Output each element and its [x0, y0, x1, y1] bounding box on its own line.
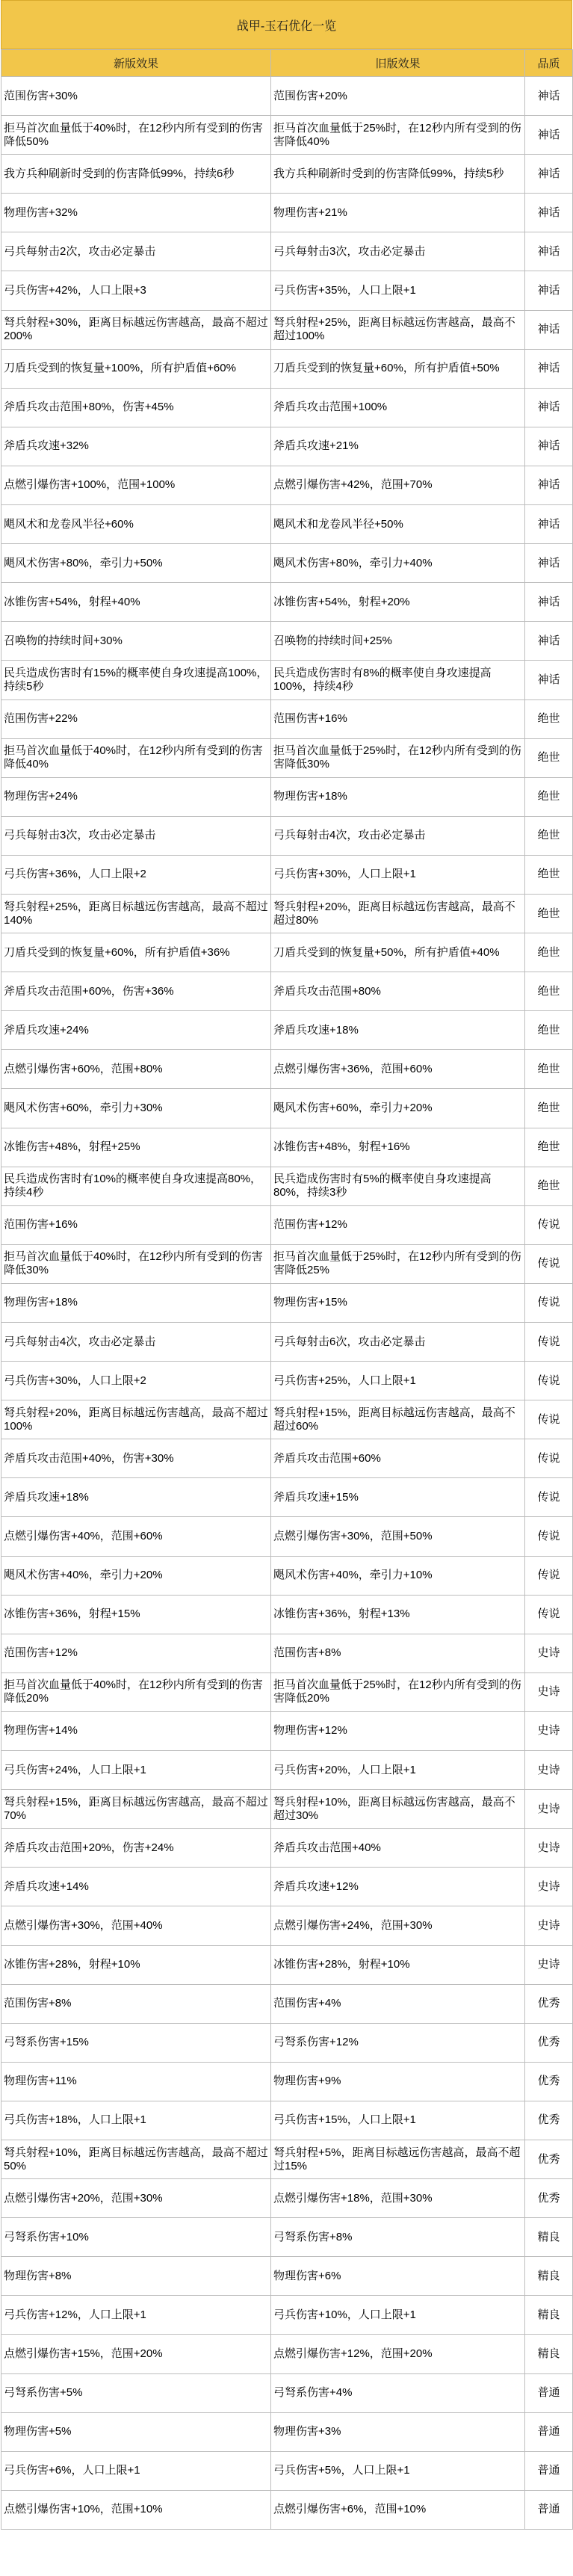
old-effect-cell: 物理伤害+6% [271, 2257, 525, 2296]
quality-cell: 神话 [525, 388, 573, 427]
old-effect-cell: 弩兵射程+20%，距离目标越远伤害越高，最高不超过80% [271, 894, 525, 933]
old-effect-cell: 点燃引爆伤害+30%，范围+50% [271, 1517, 525, 1556]
new-effect-cell: 弓兵每射击3次，攻击必定暴击 [1, 816, 271, 855]
table-row [1, 1205, 573, 1244]
old-effect-cell: 民兵造成伤害时有8%的概率使自身攻速提高100%，持续4秒 [271, 661, 525, 699]
new-effect-cell: 民兵造成伤害时有15%的概率使自身攻速提高100%，持续5秒 [1, 661, 271, 699]
old-effect-cell: 点燃引爆伤害+12%，范围+20% [271, 2335, 525, 2373]
quality-cell: 绝世 [525, 1011, 573, 1050]
quality-cell: 传说 [525, 1595, 573, 1634]
quality-cell: 绝世 [525, 855, 573, 894]
quality-cell: 精良 [525, 2218, 573, 2257]
new-effect-cell: 冰锥伤害+54%，射程+40% [1, 583, 271, 622]
quality-cell: 史诗 [525, 1790, 573, 1829]
quality-cell: 绝世 [525, 777, 573, 816]
table-row [1, 194, 573, 232]
quality-cell: 传说 [525, 1517, 573, 1556]
table-row [1, 1790, 573, 1829]
table-row [1, 777, 573, 816]
table-row [1, 2257, 573, 2296]
new-effect-cell: 飓风术伤害+80%，牵引力+50% [1, 544, 271, 583]
new-effect-cell: 飓风术伤害+40%，牵引力+20% [1, 1556, 271, 1595]
new-effect-cell: 范围伤害+22% [1, 699, 271, 738]
quality-cell: 优秀 [525, 2179, 573, 2218]
table-row [1, 2023, 573, 2062]
quality-cell: 绝世 [525, 738, 573, 777]
new-effect-cell: 点燃引爆伤害+30%，范围+40% [1, 1906, 271, 1945]
new-effect-cell: 范围伤害+16% [1, 1205, 271, 1244]
old-effect-cell: 范围伤害+4% [271, 1984, 525, 2023]
table-row [1, 427, 573, 466]
new-effect-cell: 弓兵伤害+6%，人口上限+1 [1, 2451, 271, 2490]
old-effect-cell: 弩兵射程+5%，距离目标越远伤害越高，最高不超过15% [271, 2140, 525, 2178]
table-row [1, 1868, 573, 1906]
old-effect-cell: 弓兵伤害+5%，人口上限+1 [271, 2451, 525, 2490]
quality-cell: 传说 [525, 1439, 573, 1478]
new-effect-cell: 物理伤害+24% [1, 777, 271, 816]
new-effect-cell: 弓兵每射击2次，攻击必定暴击 [1, 232, 271, 271]
old-effect-cell: 拒马首次血量低于25%时，在12秒内所有受到的伤害降低40% [271, 116, 525, 155]
table-row [1, 699, 573, 738]
new-effect-cell: 弓兵伤害+36%，人口上限+2 [1, 855, 271, 894]
quality-cell: 绝世 [525, 933, 573, 972]
document [1, 0, 572, 2530]
table-row [1, 1089, 573, 1128]
old-effect-cell: 点燃引爆伤害+42%，范围+70% [271, 466, 525, 504]
quality-cell: 神话 [525, 544, 573, 583]
table-row [1, 2451, 573, 2490]
new-effect-cell: 召唤物的持续时间+30% [1, 622, 271, 661]
old-effect-cell: 点燃引爆伤害+6%，范围+10% [271, 2490, 525, 2529]
table-row [1, 1984, 573, 2023]
table-header-row [1, 50, 573, 77]
new-effect-cell: 弓弩系伤害+5% [1, 2373, 271, 2412]
quality-cell: 传说 [525, 1283, 573, 1322]
quality-cell: 神话 [525, 155, 573, 194]
table-row [1, 1517, 573, 1556]
new-effect-cell: 物理伤害+11% [1, 2062, 271, 2101]
old-effect-cell: 弓弩系伤害+4% [271, 2373, 525, 2412]
quality-cell: 优秀 [525, 2062, 573, 2101]
old-effect-cell: 民兵造成伤害时有5%的概率使自身攻速提高80%，持续3秒 [271, 1167, 525, 1205]
old-effect-cell: 弓兵伤害+20%，人口上限+1 [271, 1751, 525, 1790]
table-row [1, 77, 573, 116]
new-effect-cell: 物理伤害+14% [1, 1711, 271, 1750]
table-row [1, 2140, 573, 2178]
old-effect-cell: 我方兵种刷新时受到的伤害降低99%，持续5秒 [271, 155, 525, 194]
quality-cell: 传说 [525, 1244, 573, 1283]
quality-cell: 神话 [525, 77, 573, 116]
old-effect-cell: 弓兵伤害+15%，人口上限+1 [271, 2101, 525, 2140]
old-effect-cell: 斧盾兵攻速+15% [271, 1478, 525, 1517]
new-effect-cell: 民兵造成伤害时有10%的概率使自身攻速提高80%，持续4秒 [1, 1167, 271, 1205]
table-row [1, 310, 573, 349]
new-effect-cell: 拒马首次血量低于40%时，在12秒内所有受到的伤害降低50% [1, 116, 271, 155]
quality-cell: 绝世 [525, 1167, 573, 1205]
table-row [1, 1556, 573, 1595]
table-row [1, 505, 573, 544]
quality-cell: 绝世 [525, 972, 573, 1011]
new-effect-cell: 物理伤害+32% [1, 194, 271, 232]
new-effect-cell: 弓兵伤害+30%，人口上限+2 [1, 1362, 271, 1400]
quality-cell: 神话 [525, 505, 573, 544]
quality-cell: 传说 [525, 1323, 573, 1362]
new-effect-cell: 点燃引爆伤害+15%，范围+20% [1, 2335, 271, 2373]
new-effect-cell: 弓弩系伤害+10% [1, 2218, 271, 2257]
old-effect-cell: 物理伤害+15% [271, 1283, 525, 1322]
table-row [1, 2490, 573, 2529]
table-row [1, 349, 573, 388]
quality-cell: 传说 [525, 1556, 573, 1595]
table-row [1, 1439, 573, 1478]
quality-cell: 神话 [525, 622, 573, 661]
quality-cell: 史诗 [525, 1672, 573, 1711]
table-row [1, 155, 573, 194]
table-row [1, 1751, 573, 1790]
new-effect-cell: 斧盾兵攻击范围+40%，伤害+30% [1, 1439, 271, 1478]
new-effect-cell: 弓兵伤害+18%，人口上限+1 [1, 2101, 271, 2140]
table-row [1, 232, 573, 271]
new-effect-cell: 弓兵伤害+12%，人口上限+1 [1, 2296, 271, 2335]
new-effect-cell: 飓风术伤害+60%，牵引力+30% [1, 1089, 271, 1128]
table-row [1, 2179, 573, 2218]
old-effect-cell: 弓兵伤害+25%，人口上限+1 [271, 1362, 525, 1400]
table-row [1, 1829, 573, 1868]
old-effect-cell: 刀盾兵受到的恢复量+50%，所有护盾值+40% [271, 933, 525, 972]
quality-cell: 神话 [525, 661, 573, 699]
table-row [1, 271, 573, 310]
quality-cell: 优秀 [525, 1984, 573, 2023]
table-row [1, 1595, 573, 1634]
table-row [1, 2373, 573, 2412]
old-effect-cell: 拒马首次血量低于25%时，在12秒内所有受到的伤害降低20% [271, 1672, 525, 1711]
comparison-table [1, 49, 573, 2530]
table-row [1, 2296, 573, 2335]
table-row [1, 1244, 573, 1283]
quality-cell: 传说 [525, 1362, 573, 1400]
table-row [1, 1945, 573, 1984]
quality-cell: 普通 [525, 2373, 573, 2412]
table-row [1, 1672, 573, 1711]
table-row [1, 388, 573, 427]
quality-cell: 精良 [525, 2257, 573, 2296]
new-effect-cell: 点燃引爆伤害+60%，范围+80% [1, 1050, 271, 1089]
table-row [1, 1634, 573, 1672]
quality-cell: 神话 [525, 427, 573, 466]
new-effect-cell: 斧盾兵攻速+32% [1, 427, 271, 466]
old-effect-cell: 范围伤害+8% [271, 1634, 525, 1672]
new-effect-cell: 冰锥伤害+28%，射程+10% [1, 1945, 271, 1984]
table-row [1, 116, 573, 155]
old-effect-cell: 弓兵每射击3次，攻击必定暴击 [271, 232, 525, 271]
old-effect-cell: 冰锥伤害+48%，射程+16% [271, 1128, 525, 1167]
old-effect-cell: 弓兵伤害+10%，人口上限+1 [271, 2296, 525, 2335]
old-effect-cell: 飓风术伤害+40%，牵引力+10% [271, 1556, 525, 1595]
table-row [1, 1711, 573, 1750]
quality-cell: 绝世 [525, 894, 573, 933]
old-effect-cell: 弓弩系伤害+8% [271, 2218, 525, 2257]
quality-cell: 史诗 [525, 1711, 573, 1750]
quality-cell: 神话 [525, 310, 573, 349]
quality-cell: 传说 [525, 1400, 573, 1439]
old-effect-cell: 拒马首次血量低于25%时，在12秒内所有受到的伤害降低30% [271, 738, 525, 777]
new-effect-cell: 点燃引爆伤害+100%，范围+100% [1, 466, 271, 504]
quality-cell: 传说 [525, 1205, 573, 1244]
quality-cell: 优秀 [525, 2101, 573, 2140]
table-row [1, 855, 573, 894]
old-effect-cell: 飓风术伤害+80%，牵引力+40% [271, 544, 525, 583]
quality-cell: 史诗 [525, 1868, 573, 1906]
table-row [1, 816, 573, 855]
new-effect-cell: 拒马首次血量低于40%时，在12秒内所有受到的伤害降低30% [1, 1244, 271, 1283]
quality-cell: 神话 [525, 271, 573, 310]
quality-cell: 神话 [525, 116, 573, 155]
quality-cell: 精良 [525, 2335, 573, 2373]
old-effect-cell: 冰锥伤害+28%，射程+10% [271, 1945, 525, 1984]
table-row [1, 1128, 573, 1167]
quality-cell: 普通 [525, 2451, 573, 2490]
table-row [1, 1478, 573, 1517]
old-effect-cell: 物理伤害+18% [271, 777, 525, 816]
quality-cell: 史诗 [525, 1906, 573, 1945]
new-effect-cell: 刀盾兵受到的恢复量+60%，所有护盾值+36% [1, 933, 271, 972]
new-effect-cell: 物理伤害+18% [1, 1283, 271, 1322]
old-effect-cell: 范围伤害+16% [271, 699, 525, 738]
old-effect-cell: 物理伤害+9% [271, 2062, 525, 2101]
old-effect-cell: 弩兵射程+10%，距离目标越远伤害越高，最高不超过30% [271, 1790, 525, 1829]
old-effect-cell: 范围伤害+20% [271, 77, 525, 116]
table-row [1, 544, 573, 583]
old-effect-cell: 弩兵射程+25%，距离目标越远伤害越高，最高不超过100% [271, 310, 525, 349]
table-row [1, 466, 573, 504]
quality-cell: 神话 [525, 194, 573, 232]
quality-cell: 普通 [525, 2412, 573, 2451]
old-effect-cell: 物理伤害+3% [271, 2412, 525, 2451]
new-effect-cell: 斧盾兵攻速+18% [1, 1478, 271, 1517]
quality-cell: 优秀 [525, 2140, 573, 2178]
old-effect-cell: 弓兵每射击4次，攻击必定暴击 [271, 816, 525, 855]
table-row [1, 622, 573, 661]
quality-cell: 绝世 [525, 1050, 573, 1089]
quality-cell: 绝世 [525, 699, 573, 738]
table-row [1, 1283, 573, 1322]
old-effect-cell: 斧盾兵攻击范围+40% [271, 1829, 525, 1868]
table-row [1, 1167, 573, 1205]
new-effect-cell: 点燃引爆伤害+20%，范围+30% [1, 2179, 271, 2218]
table-row [1, 1050, 573, 1089]
old-effect-cell: 弓兵每射击6次，攻击必定暴击 [271, 1323, 525, 1362]
table-row [1, 933, 573, 972]
table-row [1, 1362, 573, 1400]
header-old-effect: 旧版效果 [271, 50, 525, 77]
table-row [1, 2218, 573, 2257]
table-row [1, 894, 573, 933]
table-row [1, 2062, 573, 2101]
table-row [1, 1400, 573, 1439]
quality-cell: 神话 [525, 232, 573, 271]
new-effect-cell: 飓风术和龙卷风半径+60% [1, 505, 271, 544]
new-effect-cell: 点燃引爆伤害+40%，范围+60% [1, 1517, 271, 1556]
quality-cell: 史诗 [525, 1829, 573, 1868]
old-effect-cell: 弓弩系伤害+12% [271, 2023, 525, 2062]
new-effect-cell: 弓弩系伤害+15% [1, 2023, 271, 2062]
page-title: 战甲-玉石优化一览 [1, 0, 572, 49]
table-row [1, 1906, 573, 1945]
table-row [1, 1011, 573, 1050]
table-row [1, 738, 573, 777]
table-row [1, 1323, 573, 1362]
quality-cell: 神话 [525, 349, 573, 388]
new-effect-cell: 冰锥伤害+48%，射程+25% [1, 1128, 271, 1167]
quality-cell: 普通 [525, 2490, 573, 2529]
old-effect-cell: 斧盾兵攻速+21% [271, 427, 525, 466]
old-effect-cell: 斧盾兵攻速+18% [271, 1011, 525, 1050]
new-effect-cell: 弩兵射程+25%，距离目标越远伤害越高，最高不超过140% [1, 894, 271, 933]
new-effect-cell: 斧盾兵攻速+14% [1, 1868, 271, 1906]
new-effect-cell: 冰锥伤害+36%，射程+15% [1, 1595, 271, 1634]
old-effect-cell: 飓风术和龙卷风半径+50% [271, 505, 525, 544]
old-effect-cell: 刀盾兵受到的恢复量+60%，所有护盾值+50% [271, 349, 525, 388]
table-body [1, 77, 573, 2530]
new-effect-cell: 斧盾兵攻击范围+20%，伤害+24% [1, 1829, 271, 1868]
header-new-effect: 新版效果 [1, 50, 271, 77]
quality-cell: 传说 [525, 1478, 573, 1517]
old-effect-cell: 物理伤害+21% [271, 194, 525, 232]
quality-cell: 绝世 [525, 816, 573, 855]
new-effect-cell: 拒马首次血量低于40%时，在12秒内所有受到的伤害降低20% [1, 1672, 271, 1711]
old-effect-cell: 拒马首次血量低于25%时，在12秒内所有受到的伤害降低25% [271, 1244, 525, 1283]
old-effect-cell: 斧盾兵攻击范围+60% [271, 1439, 525, 1478]
quality-cell: 绝世 [525, 1089, 573, 1128]
new-effect-cell: 范围伤害+30% [1, 77, 271, 116]
new-effect-cell: 范围伤害+8% [1, 1984, 271, 2023]
table-row [1, 2412, 573, 2451]
new-effect-cell: 弩兵射程+10%，距离目标越远伤害越高，最高不超过50% [1, 2140, 271, 2178]
quality-cell: 优秀 [525, 2023, 573, 2062]
table-row [1, 2335, 573, 2373]
old-effect-cell: 斧盾兵攻速+12% [271, 1868, 525, 1906]
old-effect-cell: 弓兵伤害+35%，人口上限+1 [271, 271, 525, 310]
quality-cell: 精良 [525, 2296, 573, 2335]
old-effect-cell: 冰锥伤害+54%，射程+20% [271, 583, 525, 622]
table-row [1, 583, 573, 622]
old-effect-cell: 冰锥伤害+36%，射程+13% [271, 1595, 525, 1634]
old-effect-cell: 召唤物的持续时间+25% [271, 622, 525, 661]
table-row [1, 661, 573, 699]
new-effect-cell: 弓兵伤害+24%，人口上限+1 [1, 1751, 271, 1790]
table-row [1, 2101, 573, 2140]
new-effect-cell: 弩兵射程+20%，距离目标越远伤害越高，最高不超过100% [1, 1400, 271, 1439]
quality-cell: 神话 [525, 583, 573, 622]
new-effect-cell: 刀盾兵受到的恢复量+100%，所有护盾值+60% [1, 349, 271, 388]
old-effect-cell: 点燃引爆伤害+24%，范围+30% [271, 1906, 525, 1945]
quality-cell: 史诗 [525, 1634, 573, 1672]
table-row [1, 972, 573, 1011]
old-effect-cell: 范围伤害+12% [271, 1205, 525, 1244]
new-effect-cell: 拒马首次血量低于40%时，在12秒内所有受到的伤害降低40% [1, 738, 271, 777]
old-effect-cell: 点燃引爆伤害+36%，范围+60% [271, 1050, 525, 1089]
new-effect-cell: 弓兵每射击4次，攻击必定暴击 [1, 1323, 271, 1362]
new-effect-cell: 范围伤害+12% [1, 1634, 271, 1672]
quality-cell: 绝世 [525, 1128, 573, 1167]
new-effect-cell: 斧盾兵攻速+24% [1, 1011, 271, 1050]
old-effect-cell: 斧盾兵攻击范围+80% [271, 972, 525, 1011]
new-effect-cell: 弩兵射程+15%，距离目标越远伤害越高，最高不超过70% [1, 1790, 271, 1829]
new-effect-cell: 物理伤害+8% [1, 2257, 271, 2296]
new-effect-cell: 弩兵射程+30%，距离目标越远伤害越高，最高不超过200% [1, 310, 271, 349]
new-effect-cell: 物理伤害+5% [1, 2412, 271, 2451]
old-effect-cell: 物理伤害+12% [271, 1711, 525, 1750]
quality-cell: 神话 [525, 466, 573, 504]
new-effect-cell: 弓兵伤害+42%，人口上限+3 [1, 271, 271, 310]
new-effect-cell: 斧盾兵攻击范围+60%，伤害+36% [1, 972, 271, 1011]
old-effect-cell: 弩兵射程+15%，距离目标越远伤害越高，最高不超过60% [271, 1400, 525, 1439]
old-effect-cell: 点燃引爆伤害+18%，范围+30% [271, 2179, 525, 2218]
header-quality: 品质 [525, 50, 573, 77]
old-effect-cell: 飓风术伤害+60%，牵引力+20% [271, 1089, 525, 1128]
new-effect-cell: 斧盾兵攻击范围+80%，伤害+45% [1, 388, 271, 427]
quality-cell: 史诗 [525, 1945, 573, 1984]
old-effect-cell: 弓兵伤害+30%，人口上限+1 [271, 855, 525, 894]
quality-cell: 史诗 [525, 1751, 573, 1790]
new-effect-cell: 点燃引爆伤害+10%，范围+10% [1, 2490, 271, 2529]
new-effect-cell: 我方兵种刷新时受到的伤害降低99%，持续6秒 [1, 155, 271, 194]
old-effect-cell: 斧盾兵攻击范围+100% [271, 388, 525, 427]
